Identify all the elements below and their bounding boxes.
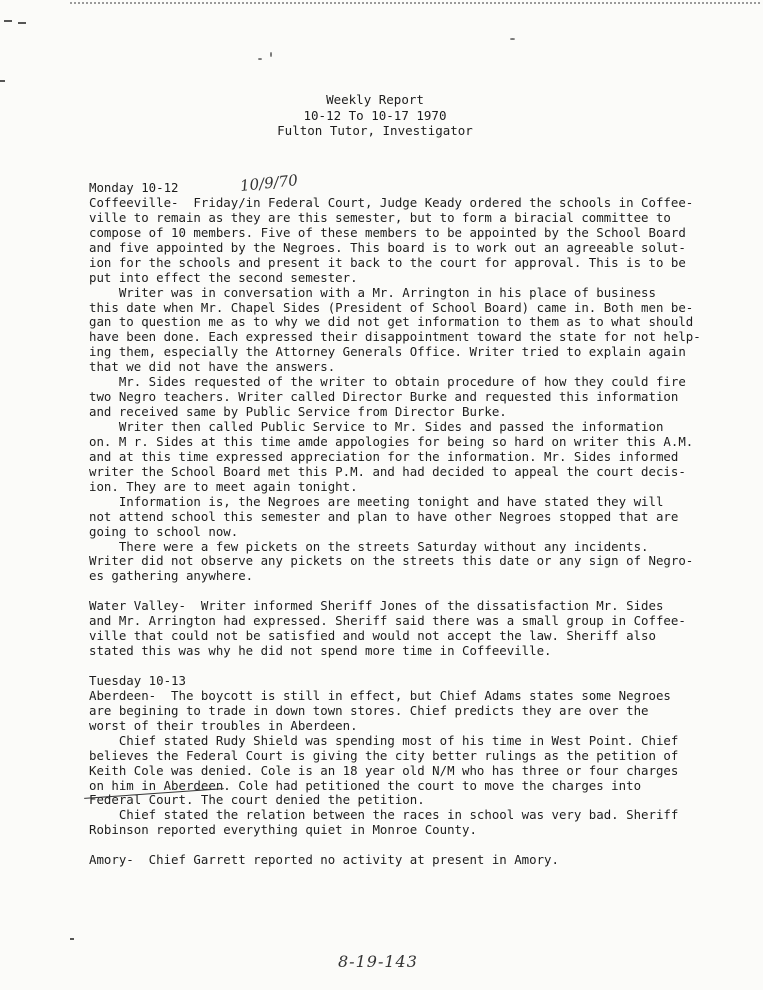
scan-edge-mark bbox=[18, 22, 26, 24]
report-author: Fulton Tutor, Investigator bbox=[277, 123, 473, 138]
body-line: ville to remain as they are this semester, but to form a biracial committee to bbox=[89, 209, 671, 225]
body-line: Coffeeville- Friday/in Federal Court, Judge Keady ordered the schools in Coffee- bbox=[89, 194, 694, 210]
body-line: believes the Federal Court is giving the city better rulings as the petition of bbox=[89, 747, 679, 763]
scan-edge-mark bbox=[4, 20, 12, 22]
body-line: stated this was why he did not spend more time in Coffeeville. bbox=[89, 643, 552, 659]
body-line bbox=[89, 838, 719, 853]
body-line: ion for the schools and present it back to the court for approval. This is to be bbox=[89, 254, 686, 270]
body-line bbox=[89, 659, 719, 674]
report-period: 10-12 To 10-17 1970 bbox=[303, 107, 447, 123]
body-line: and Mr. Arrington had expressed. Sheriff said there was a small group in Coffee- bbox=[89, 613, 686, 629]
body-line: and five appointed by the Negroes. This board is to work out an agreeable solut- bbox=[89, 239, 686, 255]
body-line: Water Valley- Writer informed Sheriff Jones of the dissatisfaction Mr. Sides bbox=[89, 598, 664, 614]
body-line: Keith Cole was denied. Cole is an 18 year old N/M who has three or four charges bbox=[89, 762, 679, 778]
scan-edge-mark bbox=[70, 938, 74, 940]
body-line: Writer then called Public Service to Mr. Sides and passed the information bbox=[89, 419, 664, 434]
scan-edge-dots bbox=[70, 2, 760, 4]
body-line: Chief stated Rudy Shield was spending most of his time in West Point. Chief bbox=[89, 732, 679, 748]
report-title: Weekly Report bbox=[326, 92, 424, 107]
body-line: ing them, especially the Attorney Generals Office. Writer tried to explain again bbox=[89, 344, 686, 360]
body-line: put into effect the second semester. bbox=[89, 269, 358, 285]
body-line: Tuesday 10-13 bbox=[89, 672, 186, 688]
body-line: worst of their troubles in Aberdeen. bbox=[89, 717, 358, 733]
report-header bbox=[250, 92, 500, 139]
body-line: Amory- Chief Garrett reported no activity at present in Amory. bbox=[89, 852, 559, 868]
body-line: and received same by Public Service from Director Burke. bbox=[89, 404, 507, 420]
body-line: Chief stated the relation between the races in school was very bad. Sheriff bbox=[89, 807, 679, 823]
body-line: Mr. Sides requested of the writer to obtain procedure of how they could fire bbox=[89, 374, 686, 390]
body-line: ion. They are to meet again tonight. bbox=[89, 478, 358, 494]
body-line: two Negro teachers. Writer called Director Burke and requested this information bbox=[89, 389, 679, 405]
body-line: Writer was in conversation with a Mr. Arrington in his place of business bbox=[89, 284, 656, 300]
body-line: There were a few pickets on the streets Saturday without any incidents. bbox=[89, 538, 649, 554]
body-line: not attend school this semester and plan to have other Negroes stopped that are bbox=[89, 508, 679, 524]
body-line: Writer did not observe any pickets on the streets this date or any sign of Negro- bbox=[89, 553, 694, 569]
body-line bbox=[89, 584, 719, 599]
body-line: on. M r. Sides at this time amde appologies for being so hard on writer this A.M. bbox=[89, 433, 694, 449]
body-line: are begining to trade in down town stores. Chief predicts they are over the bbox=[89, 702, 649, 718]
body-line: on him in Aberdeen. Cole had petitioned the court to move the charges into bbox=[89, 777, 642, 793]
body-line: es gathering anywhere. bbox=[89, 568, 254, 584]
body-line: Aberdeen- The boycott is still in effect, but Chief Adams states some Negroes bbox=[89, 687, 671, 703]
body-line: Monday 10-12 bbox=[89, 180, 179, 195]
body-line: Federal Court. The court denied the petition. bbox=[89, 792, 425, 808]
body-line: Information is, the Negroes are meeting tonight and have stated they will bbox=[89, 493, 664, 509]
body-line: that we did not have the answers. bbox=[89, 359, 336, 375]
scan-edge-mark bbox=[0, 80, 5, 82]
body-line: writer the School Board met this P.M. and had decided to appeal the court decis- bbox=[89, 463, 686, 479]
body-line: going to school now. bbox=[89, 523, 239, 539]
bates-number: 8-19-143 bbox=[338, 952, 418, 971]
body-line: gan to question me as to why we did not get information to them as to what should bbox=[89, 314, 694, 330]
body-line: ville that could not be satisfied and would not accept the law. Sheriff also bbox=[89, 628, 656, 644]
body-line: compose of 10 members. Five of these members to be appointed by the School Board bbox=[89, 224, 686, 240]
scan-speck bbox=[510, 38, 515, 40]
scan-speck bbox=[270, 52, 272, 57]
body-line: and at this time expressed appreciation for the information. Mr. Sides informed bbox=[89, 448, 679, 464]
handwritten-date: 10/9/70 bbox=[239, 171, 299, 195]
body-line: this date when Mr. Chapel Sides (President of School Board) came in. Both men be- bbox=[89, 299, 694, 315]
scan-speck bbox=[258, 58, 262, 60]
body-line: Robinson reported everything quiet in Monroe County. bbox=[89, 822, 477, 838]
body-line: have been done. Each expressed their disappointment toward the state for not help- bbox=[89, 329, 701, 345]
report-body bbox=[89, 181, 719, 868]
